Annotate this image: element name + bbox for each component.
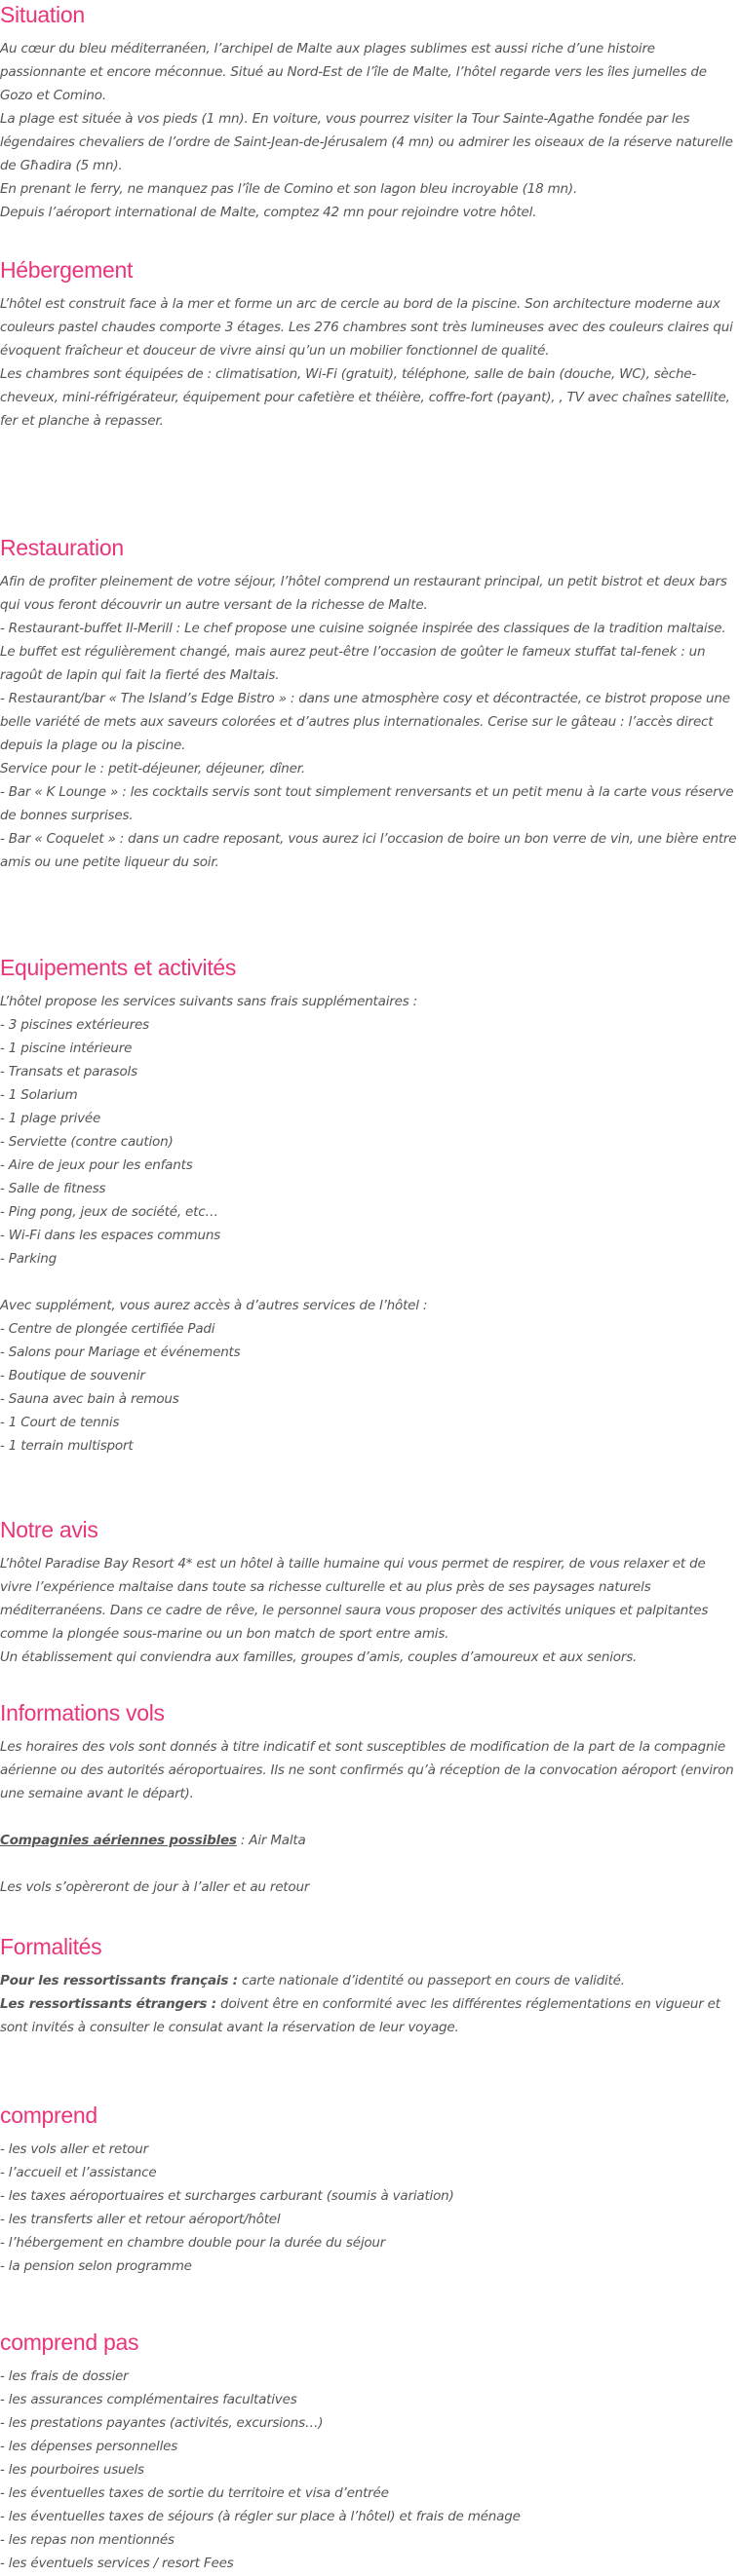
list-item: - les vols aller et retour: [0, 2141, 148, 2157]
section-vols: [0, 1698, 739, 1899]
label: Pour les ressortissants français :: [0, 1973, 238, 1989]
text: carte nationale d’identité ou passeport en cours de validité.: [237, 1973, 625, 1989]
list-item: - 1 terrain multisport: [0, 1438, 134, 1454]
paragraph: Au cœur du bleu méditerranéen, l’archipel de Malte aux plages sublimes est aussi riche d’une histoire passionnante et encore méconnue. Situé au Nord-Est de l’île de Malte, l’hôtel regarde vers les îles jumelles de Gozo et Comino.: [0, 41, 707, 103]
paragraph: Depuis l’aéroport international de Malte, comptez 42 mn pour rejoindre votre hôtel.: [0, 205, 537, 220]
list-item: - 1 plage privée: [0, 1111, 101, 1126]
section-body: [0, 2138, 739, 2278]
list-item: - les pourboires usuels: [0, 2462, 144, 2478]
list-item: - Wi-Fi dans les espaces communs: [0, 1228, 221, 1243]
section-body: [0, 1735, 739, 1899]
section-body: [0, 990, 739, 1458]
text: doivent être en conformité avec les différentes réglementations en vigueur et sont invités à consulter le consulat avant la réservation de leur voyage.: [0, 1996, 720, 2035]
list-item: - l’accueil et l’assistance: [0, 2165, 157, 2180]
list-item: - les éventuels services / resort Fees: [0, 2556, 234, 2571]
section-comprend-pas: [0, 2328, 739, 2575]
list-item: - 1 Solarium: [0, 1087, 78, 1103]
paragraph: L’hôtel est construit face à la mer et forme un arc de cercle au bord de la piscine. Son architecture moderne aux couleurs pastel chaudes comporte 3 étages. Les 276 chambres sont très lumineuses avec des couleurs claires qui évoquent fraîcheur et douceur de vivre ainsi qu’un un mobilier fonctionnel de qualité.: [0, 296, 733, 359]
airline-line: [0, 1829, 739, 1852]
list-item: - Salle de fitness: [0, 1181, 106, 1196]
section-title: Formalités: [0, 1934, 102, 1959]
label: Les ressortissants étrangers :: [0, 1996, 216, 2012]
section-title: Situation: [0, 2, 85, 27]
list-item: - les frais de dossier: [0, 2368, 129, 2384]
paragraph: Un établissement qui conviendra aux familles, groupes d’amis, couples d’amoureux et aux seniors.: [0, 1649, 638, 1665]
paragraph: Les chambres sont équipées de : climatisation, Wi-Fi (gratuit), téléphone, salle de bain (douche, WC), sèche-cheveux, mini-réfrigérateur, équipement pour cafetière et théière, coffre-fort (payant), , TV avec chaînes satellite, fer et planche à repasser.: [0, 366, 730, 429]
section-situation: [0, 0, 739, 224]
list-item: - Sauna avec bain à remous: [0, 1391, 179, 1407]
list-item: - Transats et parasols: [0, 1064, 137, 1080]
list-item: - les prestations payantes (activités, excursions…): [0, 2415, 324, 2431]
section-title: Restauration: [0, 535, 124, 560]
paragraph: Afin de profiter pleinement de votre séjour, l’hôtel comprend un restaurant principal, un petit bistrot et deux bars qui vous feront découvrir un autre versant de la richesse de Malte.: [0, 574, 727, 613]
paragraph: Les horaires des vols sont donnés à titre indicatif et sont susceptibles de modification de la part de la compagnie aérienne ou des autorités aéroportuaires. Ils ne sont confirmés qu’à réception de la convocation aéroport (environ une semaine avant le départ).: [0, 1739, 734, 1801]
list-item: - les transferts aller et retour aéroport/hôtel: [0, 2212, 281, 2227]
section-equipements: [0, 953, 739, 1458]
paragraph: [0, 1992, 739, 2039]
section-body: [0, 1552, 739, 1669]
list-item: - les repas non mentionnés: [0, 2532, 175, 2548]
list-item: - Ping pong, jeux de société, etc…: [0, 1204, 218, 1220]
airline-label: Compagnies aériennes possibles: [0, 1833, 237, 1848]
paragraph: Avec supplément, vous aurez accès à d’autres services de l’hôtel :: [0, 1298, 428, 1313]
list-item: - Centre de plongée certifiée Padi: [0, 1321, 215, 1337]
paragraph: - Restaurant/bar « The Island’s Edge Bistro » : dans une atmosphère cosy et décontractée, ce bistrot propose une belle variété de mets aux saveurs colorées et d’autres plus internationales. Cerise sur le gâteau : l’accès direct depuis la plage ou la piscine.: [0, 691, 730, 753]
paragraph: Les vols s’opèreront de jour à l’aller et au retour: [0, 1879, 310, 1895]
section-body: [0, 1969, 739, 2039]
section-body: [0, 2365, 739, 2575]
list-item: - l’hébergement en chambre double pour la durée du séjour: [0, 2235, 386, 2251]
section-avis: [0, 1515, 739, 1669]
paragraph: - Bar « Coquelet » : dans un cadre reposant, vous aurez ici l’occasion de boire un bon verre de vin, une bière entre amis ou une petite liqueur du soir.: [0, 831, 737, 870]
list-item: - les assurances complémentaires facultatives: [0, 2392, 297, 2407]
paragraph: [0, 1969, 739, 1992]
list-item: - les éventuelles taxes de sortie du territoire et visa d’entrée: [0, 2485, 389, 2501]
list-item: - les dépenses personnelles: [0, 2439, 178, 2454]
list-item: - les éventuelles taxes de séjours (à régler sur place à l’hôtel) et frais de ménage: [0, 2509, 521, 2524]
section-title: Hébergement: [0, 257, 134, 283]
list-item: - les taxes aéroportuaires et surcharges carburant (soumis à variation): [0, 2188, 454, 2204]
paragraph: L’hôtel propose les services suivants sans frais supplémentaires :: [0, 994, 418, 1009]
list-item: - 3 piscines extérieures: [0, 1017, 149, 1033]
paragraph: - Bar « K Lounge » : les cocktails servis sont tout simplement renversants et un petit menu à la carte vous réserve de bonnes surprises.: [0, 784, 734, 823]
list-item: - Aire de jeux pour les enfants: [0, 1157, 193, 1173]
section-body: [0, 37, 739, 224]
list-item: - la pension selon programme: [0, 2258, 192, 2274]
section-title: comprend: [0, 2102, 97, 2128]
paragraph: Service pour le : petit-déjeuner, déjeuner, dîner.: [0, 761, 305, 777]
paragraph: L’hôtel Paradise Bay Resort 4* est un hôtel à taille humaine qui vous permet de respirer, de vous relaxer et de vivre l’expérience maltaise dans toute sa richesse culturelle et au plus près de ses paysages naturels méditerranéens. Dans ce cadre de rêve, le personnel saura vous proposer des activités uniques et palpitantes comme la plongée sous-marine ou un bon match de sport entre amis.: [0, 1556, 709, 1642]
section-body: [0, 570, 739, 874]
list-item: - Boutique de souvenir: [0, 1368, 145, 1383]
paragraph: - Restaurant-buffet Il-Merill : Le chef propose une cuisine soignée inspirée des classiques de la tradition maltaise. Le buffet est régulièrement changé, mais aurez peut-être l’occasion de goûter le fameux stuffat tal-fenek : un ragoût de lapin qui fait la fierté des Maltais.: [0, 621, 726, 683]
section-title: Informations vols: [0, 1700, 165, 1725]
section-formalites: [0, 1932, 739, 2039]
list-item: - 1 Court de tennis: [0, 1415, 120, 1430]
paragraph: La plage est située à vos pieds (1 mn). En voiture, vous pourrez visiter la Tour Sainte-Agathe fondée par les légendaires chevaliers de l’ordre de Saint-Jean-de-Jérusalem (4 mn) ou admirer les oiseaux de la réserve naturelle de Għadira (5 mn).: [0, 111, 733, 173]
section-title: Equipements et activités: [0, 955, 237, 980]
airline-value: : Air Malta: [236, 1833, 306, 1848]
list-item: - 1 piscine intérieure: [0, 1041, 133, 1056]
section-hebergement: [0, 255, 739, 433]
list-item: - Salons pour Mariage et événements: [0, 1345, 241, 1360]
list-item: - Serviette (contre caution): [0, 1134, 174, 1150]
paragraph: En prenant le ferry, ne manquez pas l’île de Comino et son lagon bleu incroyable (18 mn).: [0, 181, 578, 197]
section-title: Notre avis: [0, 1517, 98, 1542]
section-body: [0, 292, 739, 433]
section-title: comprend pas: [0, 2330, 139, 2355]
section-comprend: [0, 2101, 739, 2278]
list-item: - Parking: [0, 1251, 58, 1267]
section-restauration: [0, 533, 739, 874]
